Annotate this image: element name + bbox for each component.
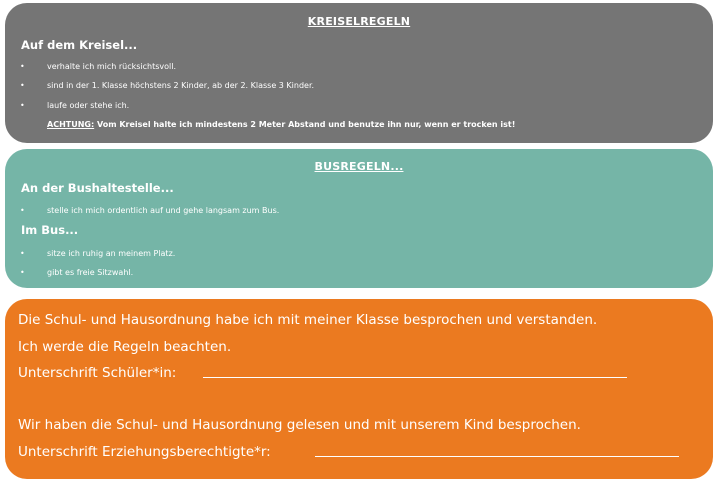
student-signature-line[interactable] [203, 377, 627, 378]
bus-rules-panel [5, 149, 713, 288]
bus-rule-text: gibt es freie Sitzwahl. [47, 268, 134, 277]
kreisel-rules-panel [5, 3, 713, 143]
bus-rule-text: sitze ich ruhig an meinem Platz. [47, 249, 176, 258]
guardian-signature-line[interactable] [315, 456, 679, 457]
kreisel-title: KREISELREGELN [307, 15, 411, 28]
kreisel-rule-text: sind in der 1. Klasse höchstens 2 Kinder, ab der 2. Klasse 3 Kinder. [47, 81, 315, 90]
kreisel-rule-text: verhalte ich mich rücksichtsvoll. [47, 62, 177, 71]
bullet-icon: • [20, 249, 25, 258]
kreisel-warning [47, 120, 515, 129]
bullet-icon: • [20, 62, 25, 71]
warning-label: ACHTUNG: [47, 120, 95, 129]
in-bus-heading: Im Bus... [21, 223, 79, 237]
bus-stop-heading: An der Bushaltestelle... [21, 181, 174, 195]
bullet-icon: • [20, 81, 25, 90]
parents-statement: Wir haben die Schul- und Hausordnung gelesen und mit unserem Kind besprochen. [18, 417, 581, 433]
bus-rule-text: stelle ich mich ordentlich auf und gehe langsam zum Bus. [47, 206, 280, 215]
warning-text: Vom Kreisel halte ich mindestens 2 Meter Abstand und benutze ihn nur, wenn er trocken ist! [94, 120, 516, 129]
signature-panel [5, 299, 713, 479]
student-signature-label: Unterschrift Schüler*in: [18, 365, 177, 381]
bullet-icon: • [20, 206, 25, 215]
bus-title: BUSREGELN... [314, 160, 404, 173]
agreement-statement: Die Schul- und Hausordnung habe ich mit meiner Klasse besprochen und verstanden. [18, 312, 598, 328]
kreisel-heading: Auf dem Kreisel... [21, 38, 138, 52]
bullet-icon: • [20, 101, 25, 110]
commitment-statement: Ich werde die Regeln beachten. [18, 339, 232, 355]
guardian-signature-label: Unterschrift Erziehungsberechtigte*r: [18, 444, 271, 460]
kreisel-rule-text: laufe oder stehe ich. [47, 101, 130, 110]
bullet-icon: • [20, 268, 25, 277]
